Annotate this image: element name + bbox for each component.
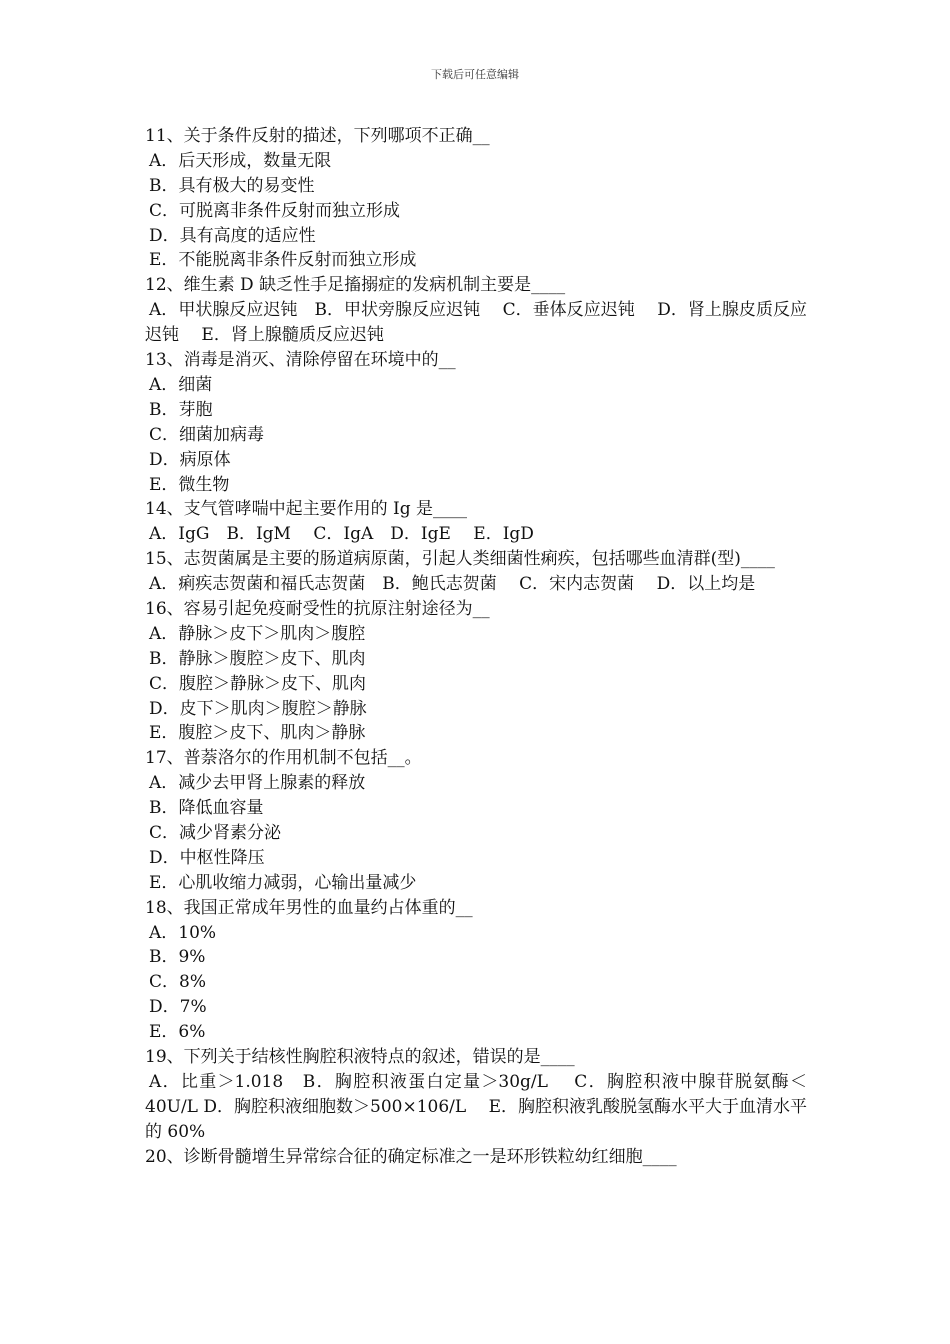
question-18-option-d: D．7% <box>149 997 207 1018</box>
question-19-options: A．比重＞1.018 B．胸腔积液蛋白定量＞30g/L C．胸腔积液中腺苷脱氨酶＜40U/L D．胸腔积液细胞数＞500×106/L E．胸腔积液乳酸脱氢酶水平大于血清水平的 60% <box>145 1071 807 1142</box>
question-14-stem: 14、支气管哮喘中起主要作用的 Ig 是____ <box>145 499 468 520</box>
question-18-option-c: C．8% <box>149 972 206 993</box>
question-12-options: A．甲状腺反应迟钝 B．甲状旁腺反应迟钝 C．垂体反应迟钝 D．肾上腺皮质反应迟钝 E．肾上腺髓质反应迟钝 <box>145 300 807 346</box>
question-13-option-c: C．细菌加病毒 <box>149 424 265 445</box>
question-18-option-e: E．6% <box>149 1022 206 1043</box>
question-14-options: A．IgG B．IgM C．IgA D．IgE E．IgD <box>149 524 534 545</box>
question-18-option-a: A．10% <box>149 922 217 943</box>
question-17-option-c: C．减少肾素分泌 <box>149 823 282 843</box>
question-11-option-e: E．不能脱离非条件反射而独立形成 <box>149 250 417 271</box>
question-13-option-e: E．微生物 <box>149 474 230 495</box>
question-16-option-c: C．腹腔＞静脉＞皮下、肌肉 <box>149 673 367 694</box>
question-16-option-d: D．皮下＞肌肉＞腹腔＞静脉 <box>149 698 367 719</box>
question-15-stem: 15、志贺菌属是主要的肠道病原菌，引起人类细菌性痢疾，包括哪些血清群(型)____ <box>145 549 775 570</box>
question-13-stem: 13、消毒是消灭、清除停留在环境中的__ <box>145 350 456 371</box>
question-20-stem: 20、诊断骨髓增生异常综合征的确定标准之一是环形铁粒幼红细胞____ <box>145 1146 677 1167</box>
question-17-stem: 17、普萘洛尔的作用机制不包括__。 <box>145 748 422 769</box>
question-list <box>145 124 807 1170</box>
question-11-option-a: A．后天形成，数量无限 <box>149 150 332 171</box>
question-16-option-e: E．腹腔＞皮下、肌肉＞静脉 <box>149 723 366 744</box>
question-18-option-b: B．9% <box>149 947 206 968</box>
question-16-option-b: B．静脉＞腹腔＞皮下、肌肉 <box>149 648 366 669</box>
question-11-option-c: C．可脱离非条件反射而独立形成 <box>149 200 401 221</box>
question-17-option-a: A．减少去甲肾上腺素的释放 <box>149 773 366 794</box>
question-19-stem: 19、下列关于结核性胸腔积液特点的叙述，错误的是____ <box>145 1047 575 1068</box>
page-header: 下载后可任意编辑 <box>431 68 519 81</box>
question-17-option-e: E．心肌收缩力减弱，心输出量减少 <box>149 872 417 893</box>
question-13-option-d: D．病原体 <box>149 449 231 470</box>
question-16-option-a: A．静脉＞皮下＞肌肉＞腹腔 <box>149 623 366 644</box>
question-18-stem: 18、我国正常成年男性的血量约占体重的__ <box>145 897 473 918</box>
question-12-stem: 12、维生素 D 缺乏性手足搐搦症的发病机制主要是____ <box>145 275 566 296</box>
question-11-stem: 11、关于条件反射的描述，下列哪项不正确__ <box>145 126 490 146</box>
question-17-option-d: D．中枢性降压 <box>149 847 265 868</box>
question-13-option-a: A．细菌 <box>149 374 213 395</box>
question-16-stem: 16、容易引起免疫耐受性的抗原注射途径为__ <box>145 598 490 619</box>
question-11-option-b: B．具有极大的易变性 <box>149 175 315 196</box>
question-13-option-b: B．芽胞 <box>149 399 213 420</box>
question-17-option-b: B．降低血容量 <box>149 798 264 819</box>
question-15-options: A．痢疾志贺菌和福氏志贺菌 B．鲍氏志贺菌 C．宋内志贺菌 D．以上均是 <box>149 574 756 595</box>
question-11-option-d: D．具有高度的适应性 <box>149 225 316 246</box>
